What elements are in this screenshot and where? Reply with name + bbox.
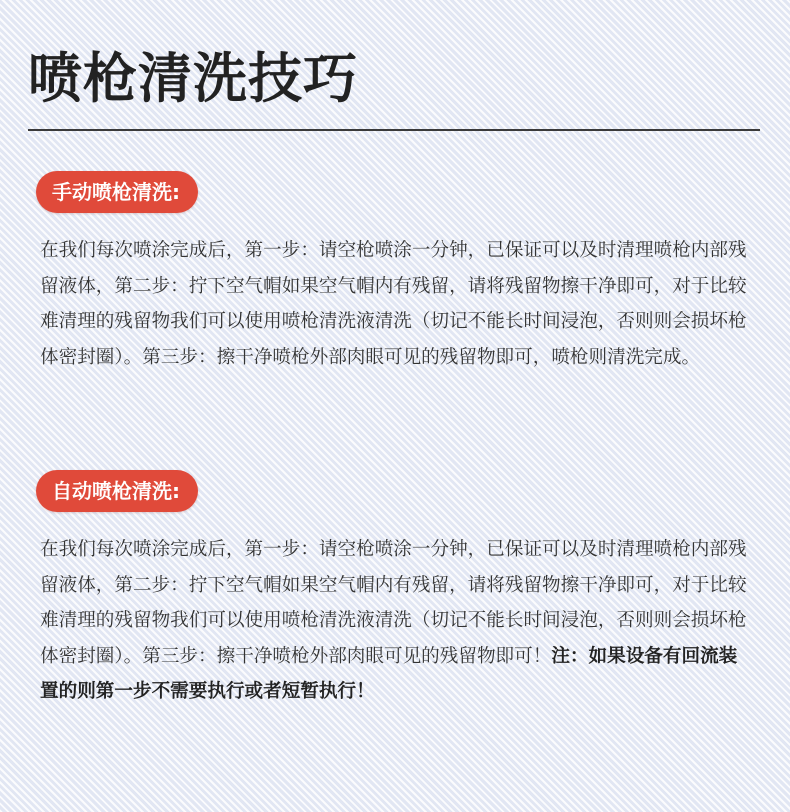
manual-cleaning-steps: 在我们每次喷涂完成后，第一步：请空枪喷涂一分钟，已保证可以及时清理喷枪内部残留液体，第二步：拧下空气帽如果空气帽内有残留，请将残留物擦干净即可，对于比较难清理的残留物我们可以使用喷枪清洗液清洗（切记不能长时间浸泡，否则则会损坏枪体密封圈）。第三步：擦干净喷枪外部肉眼可见的残留物即可，喷枪则清洗完成。: [40, 240, 747, 368]
auto-cleaning-steps: 在我们每次喷涂完成后，第一步：请空枪喷涂一分钟，已保证可以及时清理喷枪内部残留液体，第二步：拧下空气帽如果空气帽内有残留，请将残留物擦干净即可，对于比较难清理的残留物我们可以使用喷枪清洗液清洗（切记不能长时间浸泡，否则则会损坏枪体密封圈）。第三步：擦干净喷枪外部肉眼可见的残留物即可！: [40, 539, 747, 667]
auto-cleaning-note: 注：如果设备有回流装置的则第一步不需要执行或者短暂执行！: [40, 645, 738, 702]
page-title: 喷枪清洗技巧: [28, 47, 358, 110]
manual-cleaning-section: [36, 171, 748, 375]
auto-cleaning-text: [40, 532, 748, 710]
title-divider: [28, 129, 760, 131]
auto-cleaning-section: [36, 470, 748, 710]
manual-cleaning-text: [40, 233, 748, 375]
auto-cleaning-badge: 自动喷枪清洗:: [36, 470, 198, 512]
manual-cleaning-badge: 手动喷枪清洗:: [36, 171, 198, 213]
